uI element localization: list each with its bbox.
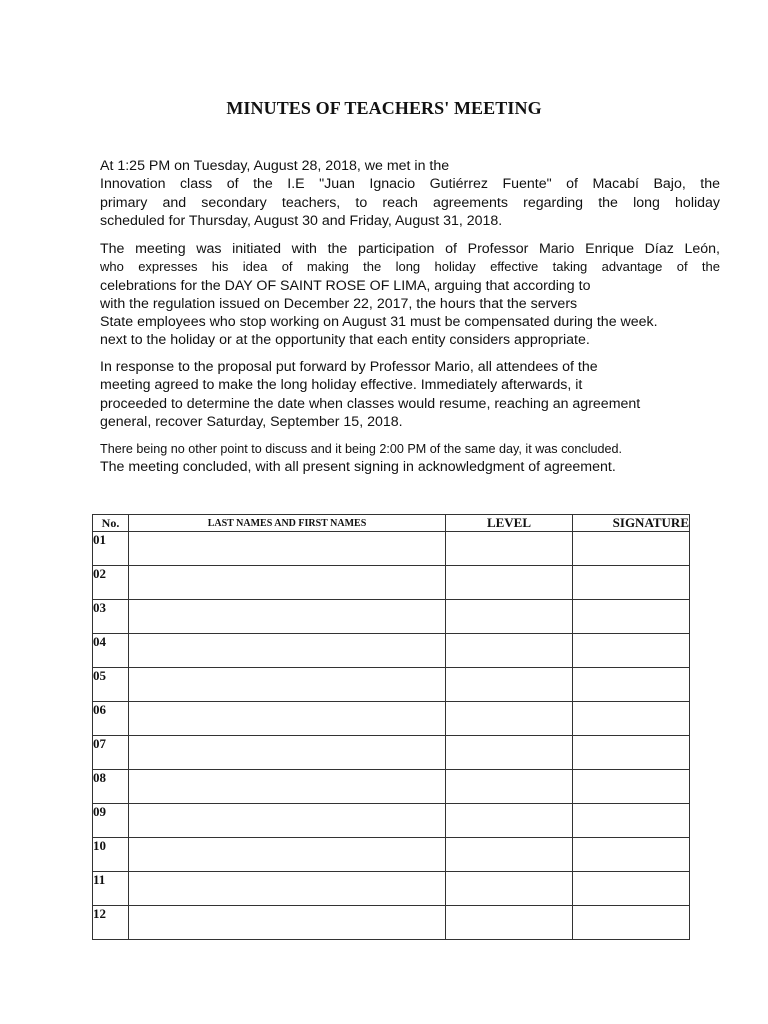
level-cell[interactable] [446,668,573,702]
paragraph-line: There being no other point to discuss and it being 2:00 PM of the same day, it was concluded. [100,442,623,456]
signature-cell[interactable] [573,634,690,668]
paragraph-line: Innovation class of the I.E "Juan Ignacio Gutiérrez Fuente" of Macabí Bajo, the [100,176,720,193]
paragraph-line: next to the holiday or at the opportunity that each entity considers appropriate. [100,332,590,349]
row-number: 12 [93,906,129,940]
table-row [93,600,690,634]
signature-cell[interactable] [573,906,690,940]
column-header-signature: SIGNATURE [573,515,690,532]
paragraph-line: The meeting concluded, with all present signing in acknowledgment of agreement. [100,459,616,476]
level-cell[interactable] [446,600,573,634]
name-cell[interactable] [129,770,446,804]
paragraph-1 [100,157,720,230]
table-row [93,702,690,736]
table-row [93,872,690,906]
row-number: 06 [93,702,129,736]
paragraph-4 [100,440,720,477]
row-number: 07 [93,736,129,770]
level-cell[interactable] [446,532,573,566]
name-cell[interactable] [129,532,446,566]
name-cell[interactable] [129,838,446,872]
paragraph-line: scheduled for Thursday, August 30 and Friday, August 31, 2018. [100,212,503,229]
level-cell[interactable] [446,770,573,804]
table-row [93,770,690,804]
level-cell[interactable] [446,702,573,736]
table-row [93,804,690,838]
table-row [93,532,690,566]
name-cell[interactable] [129,634,446,668]
paragraph-line: meeting agreed to make the long holiday effective. Immediately afterwards, it [100,377,583,394]
paragraph-line: primary and secondary teachers, to reach agreements regarding the long holiday [100,194,720,211]
table-row [93,736,690,770]
table-row [93,838,690,872]
level-cell[interactable] [446,906,573,940]
name-cell[interactable] [129,702,446,736]
signature-cell[interactable] [573,838,690,872]
name-cell[interactable] [129,566,446,600]
signature-cell[interactable] [573,600,690,634]
column-header-level: LEVEL [446,515,573,532]
level-cell[interactable] [446,838,573,872]
paragraph-line: general, recover Saturday, September 15, 2018. [100,413,403,430]
paragraph-line: The meeting was initiated with the participation of Professor Mario Enrique Díaz León, [100,241,720,257]
row-number: 05 [93,668,129,702]
paragraph-2 [100,240,720,350]
paragraph-line: celebrations for the DAY OF SAINT ROSE OF LIMA, arguing that according to [100,277,591,294]
paragraph-3 [100,358,720,431]
level-cell[interactable] [446,736,573,770]
name-cell[interactable] [129,906,446,940]
row-number: 09 [93,804,129,838]
row-number: 02 [93,566,129,600]
column-header-no: No. [93,515,129,532]
column-header-names: LAST NAMES AND FIRST NAMES [129,515,446,532]
signature-cell[interactable] [573,736,690,770]
signature-cell[interactable] [573,566,690,600]
paragraph-line: At 1:25 PM on Tuesday, August 28, 2018, we met in the [100,158,450,174]
signature-cell[interactable] [573,702,690,736]
name-cell[interactable] [129,668,446,702]
paragraph-line: with the regulation issued on December 22, 2017, the hours that the servers [100,295,578,312]
row-number: 10 [93,838,129,872]
paragraph-line: State employees who stop working on August 31 must be compensated during the week. [100,314,658,331]
name-cell[interactable] [129,872,446,906]
signature-cell[interactable] [573,532,690,566]
level-cell[interactable] [446,566,573,600]
signature-table [92,514,690,940]
paragraph-line: In response to the proposal put forward by Professor Mario, all attendees of the [100,359,598,375]
level-cell[interactable] [446,804,573,838]
table-row [93,906,690,940]
table-header-row [93,515,690,532]
name-cell[interactable] [129,736,446,770]
table-row [93,634,690,668]
signature-cell[interactable] [573,804,690,838]
name-cell[interactable] [129,804,446,838]
name-cell[interactable] [129,600,446,634]
paragraph-line: who expresses his idea of making the long holiday effective taking advantage of the [100,259,720,275]
row-number: 04 [93,634,129,668]
row-number: 03 [93,600,129,634]
signature-cell[interactable] [573,770,690,804]
row-number: 11 [93,872,129,906]
row-number: 01 [93,532,129,566]
table-row [93,668,690,702]
level-cell[interactable] [446,872,573,906]
table-body [93,532,690,940]
table-row [93,566,690,600]
document-title: MINUTES OF TEACHERS' MEETING [226,98,542,118]
paragraph-line: proceeded to determine the date when classes would resume, reaching an agreement [100,395,641,412]
signature-cell[interactable] [573,872,690,906]
row-number: 08 [93,770,129,804]
signature-cell[interactable] [573,668,690,702]
level-cell[interactable] [446,634,573,668]
